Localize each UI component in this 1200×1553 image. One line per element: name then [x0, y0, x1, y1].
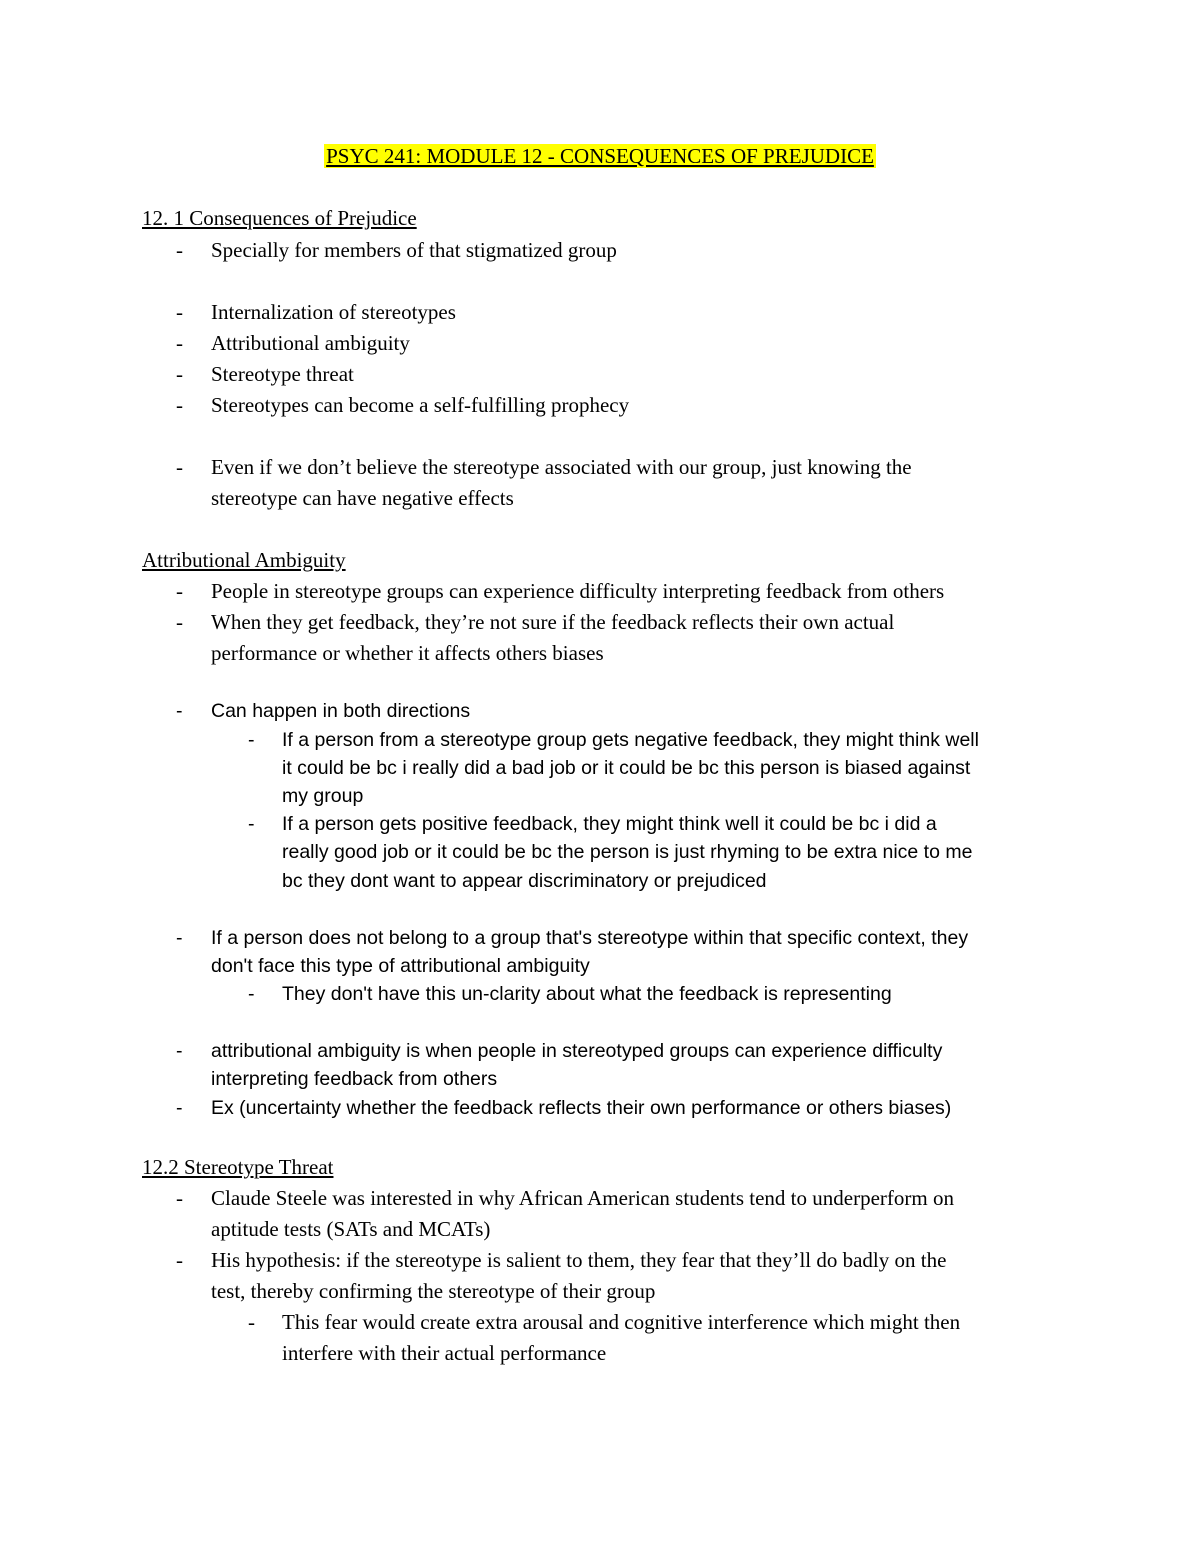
section-heading-attributional-ambiguity: Attributional Ambiguity — [142, 548, 346, 572]
list-item: Attributional ambiguity — [211, 331, 410, 355]
sub-list-item-continuation: my group — [282, 785, 364, 807]
bullet-dash: - — [176, 610, 183, 634]
list-item: When they get feedback, they’re not sure if the feedback reflects their own actual — [211, 610, 895, 634]
list-item-continuation: interpreting feedback from others — [211, 1068, 498, 1090]
list-item: Specially for members of that stigmatized group — [211, 238, 617, 262]
list-item: Stereotype threat — [211, 362, 354, 386]
bullet-dash: - — [248, 813, 255, 835]
sub-list-item: If a person from a stereotype group gets negative feedback, they might think well — [282, 729, 979, 751]
list-item: Can happen in both directions — [211, 700, 471, 722]
bullet-dash: - — [176, 300, 183, 324]
sub-list-item-continuation: it could be bc i really did a bad job or it could be bc this person is biased against — [282, 757, 971, 779]
bullet-dash: - — [176, 455, 183, 479]
bullet-dash: - — [176, 700, 183, 722]
document-title: PSYC 241: MODULE 12 - CONSEQUENCES OF PREJUDICE — [326, 144, 874, 168]
sub-list-item: This fear would create extra arousal and cognitive interference which might then — [282, 1310, 961, 1334]
list-item-continuation: don't face this type of attributional ambiguity — [211, 955, 590, 977]
bullet-dash: - — [176, 1186, 183, 1210]
bullet-dash: - — [176, 331, 183, 355]
bullet-dash: - — [176, 362, 183, 386]
list-item: Even if we don’t believe the stereotype associated with our group, just knowing the — [211, 455, 912, 479]
section-heading-stereotype-threat: 12.2 Stereotype Threat — [142, 1155, 334, 1179]
bullet-dash: - — [176, 238, 183, 262]
list-item: People in stereotype groups can experience difficulty interpreting feedback from others — [211, 579, 945, 603]
list-item-continuation: stereotype can have negative effects — [211, 486, 514, 510]
sub-list-item-continuation: bc they dont want to appear discriminatory or prejudiced — [282, 870, 767, 892]
bullet-dash: - — [176, 1248, 183, 1272]
bullet-dash: - — [248, 983, 255, 1005]
list-item: Stereotypes can become a self-fulfilling prophecy — [211, 393, 630, 417]
bullet-dash: - — [248, 1310, 255, 1334]
bullet-dash: - — [176, 1040, 183, 1062]
sub-list-item-continuation: really good job or it could be bc the person is just rhyming to be extra nice to me — [282, 841, 973, 863]
list-item: Ex (uncertainty whether the feedback reflects their own performance or others biases) — [211, 1097, 952, 1119]
list-item: Internalization of stereotypes — [211, 300, 456, 324]
bullet-dash: - — [176, 1097, 183, 1119]
bullet-dash: - — [248, 729, 255, 751]
list-item-continuation: aptitude tests (SATs and MCATs) — [211, 1217, 491, 1241]
sub-list-item: They don't have this un-clarity about what the feedback is representing — [282, 983, 892, 1005]
list-item: attributional ambiguity is when people in stereotyped groups can experience difficulty — [211, 1040, 943, 1062]
bullet-dash: - — [176, 393, 183, 417]
bullet-dash: - — [176, 927, 183, 949]
sub-list-item: If a person gets positive feedback, they might think well it could be bc i did a — [282, 813, 937, 835]
section-heading-consequences: 12. 1 Consequences of Prejudice — [142, 206, 417, 230]
list-item: Claude Steele was interested in why African American students tend to underperform on — [211, 1186, 954, 1210]
list-item-continuation: performance or whether it affects others biases — [211, 641, 604, 665]
bullet-dash: - — [176, 579, 183, 603]
list-item: His hypothesis: if the stereotype is salient to them, they fear that they’ll do badly on the — [211, 1248, 947, 1272]
list-item-continuation: test, thereby confirming the stereotype of their group — [211, 1279, 656, 1303]
list-item: If a person does not belong to a group that's stereotype within that specific context, they — [211, 927, 969, 949]
sub-list-item-continuation: interfere with their actual performance — [282, 1341, 607, 1365]
